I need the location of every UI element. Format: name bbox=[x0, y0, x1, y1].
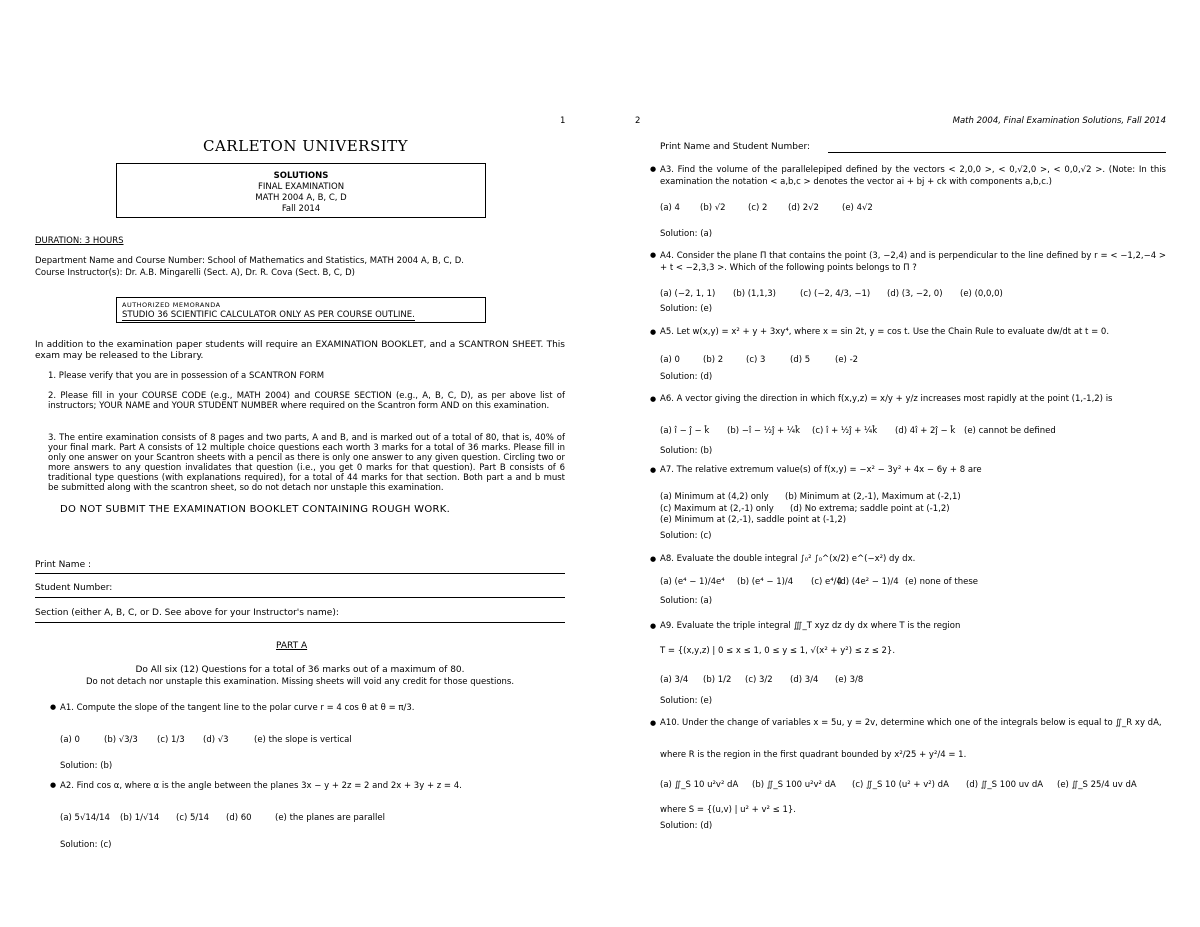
a1-choice-b: (b) √3/3 bbox=[104, 735, 138, 745]
a4-choice-a: (a) (−2, 1, 1) bbox=[660, 289, 716, 299]
a5-choice-b: (b) 2 bbox=[703, 355, 724, 365]
a8-choice-c: (c) e⁴/4 bbox=[811, 577, 842, 587]
title-line-3: MATH 2004 A, B, C, D bbox=[255, 193, 347, 203]
instruction-3-warning: DO NOT SUBMIT THE EXAMINATION BOOKLET CONTAINING ROUGH WORK. bbox=[60, 504, 451, 515]
a6-solution: Solution: (b) bbox=[660, 446, 713, 456]
bullet-icon: ● bbox=[650, 395, 657, 403]
a5-solution: Solution: (d) bbox=[660, 372, 713, 382]
a5-choice-c: (c) 3 bbox=[746, 355, 766, 365]
a9-choice-d: (d) 3/4 bbox=[790, 675, 819, 685]
bullet-icon: ● bbox=[650, 719, 657, 727]
a1-choice-a: (a) 0 bbox=[60, 735, 80, 745]
a9-choice-a: (a) 3/4 bbox=[660, 675, 689, 685]
student-number-label: Student Number: bbox=[35, 583, 113, 593]
a1-solution: Solution: (b) bbox=[60, 761, 113, 771]
question-a7: A7. The relative extremum value(s) of f(x,y) = −x² − 3y² + 4x − 6y + 8 are bbox=[660, 465, 982, 475]
a10-choice-b: (b) ∬_S 100 u²v² dA bbox=[752, 780, 836, 790]
title-line-2: FINAL EXAMINATION bbox=[257, 182, 345, 192]
title-box bbox=[116, 163, 486, 218]
a9-solution: Solution: (e) bbox=[660, 696, 713, 706]
instruction-1: 1. Please verify that you are in possession of a SCANTRON FORM bbox=[48, 371, 325, 381]
a6-choice-d: (d) 4î + 2ĵ − k̂ bbox=[895, 426, 956, 436]
question-a1: A1. Compute the slope of the tangent line to the polar curve r = 4 cos θ at θ = π/3. bbox=[60, 703, 415, 713]
print-name-line[interactable] bbox=[828, 152, 1166, 153]
bullet-icon: ● bbox=[50, 703, 57, 711]
bullet-icon: ● bbox=[650, 328, 657, 336]
print-name-label: Print Name and Student Number: bbox=[660, 142, 811, 152]
bullet-icon: ● bbox=[650, 251, 657, 259]
a4-choice-e: (e) (0,0,0) bbox=[960, 289, 1003, 299]
a4-choice-c: (c) (−2, 4/3, −1) bbox=[800, 289, 871, 299]
part-a-intro-2: Do not detach nor unstaple this examination. Missing sheets will void any credit for those questions. bbox=[85, 677, 515, 687]
memoranda-title: AUTHORIZED MEMORANDA bbox=[122, 301, 221, 309]
a2-choice-b: (b) 1/√14 bbox=[120, 813, 160, 823]
a8-choice-a: (a) (e⁴ − 1)/4e⁴ bbox=[660, 577, 725, 587]
a10-s-region: where S = {(u,v) | u² + v² ≤ 1}. bbox=[660, 805, 796, 815]
question-a2: A2. Find cos α, where α is the angle between the planes 3x − y + 2z = 2 and 2x + 3y + z = 4. bbox=[60, 781, 462, 791]
page-number: 2 bbox=[635, 116, 641, 126]
instruction-3: 3. The entire examination consists of 8 pages and two parts, A and B, and is marked out of a total of 80, that is, 40% of your final mark. Part A consists of 12 multiple choice questions each worth 3 marks for a total of 36 marks. Please fill in only one answer on your Scantron sheets with a pencil as there is only one answer to any given question. Circling two or more answers to any question invalidates that question (i.e., you get 0 marks for that question). Part B consists of 6 traditional type questions (with explanations required), for a total of 44 marks for that section. Both part a and b must be submitted along with the scantron sheet, so do not detach nor unstaple this examination. bbox=[48, 433, 565, 493]
a6-choice-b: (b) −î − ½ĵ + ¼k̂ bbox=[727, 426, 801, 436]
title-line-4: Fall 2014 bbox=[281, 204, 321, 214]
question-a10: A10. Under the change of variables x = 5u, y = 2v, determine which one of the integrals below is equal to ∬_R xy dA, bbox=[660, 718, 1162, 728]
a2-solution: Solution: (c) bbox=[60, 840, 112, 850]
question-a9: A9. Evaluate the triple integral ∭_T xyz dz dy dx where T is the region bbox=[660, 621, 961, 631]
section-label: Section (either A, B, C, or D. See above for your Instructor's name): bbox=[35, 608, 339, 618]
university-title: CARLETON UNIVERSITY bbox=[203, 137, 409, 155]
a3-choice-a: (a) 4 bbox=[660, 203, 680, 213]
department: Department Name and Course Number: School of Mathematics and Statistics, MATH 2004 A, B, C, D. bbox=[35, 256, 464, 266]
a1-choice-c: (c) 1/3 bbox=[157, 735, 185, 745]
a5-choice-d: (d) 5 bbox=[790, 355, 811, 365]
a8-choice-d: (d) (4e² − 1)/4 bbox=[837, 577, 899, 587]
a10-choice-a: (a) ∬_S 10 u²v² dA bbox=[660, 780, 739, 790]
a5-choice-e: (e) -2 bbox=[835, 355, 859, 365]
a9-choice-b: (b) 1/2 bbox=[703, 675, 732, 685]
a6-choice-e: (e) cannot be defined bbox=[964, 426, 1056, 436]
a6-choice-c: (c) î + ½ĵ + ¼k̂ bbox=[812, 426, 878, 436]
running-header: Math 2004, Final Examination Solutions, Fall 2014 bbox=[952, 116, 1166, 126]
a7-choice-a: (a) Minimum at (4,2) only bbox=[660, 492, 769, 502]
bullet-icon: ● bbox=[50, 781, 57, 789]
bullet-icon: ● bbox=[650, 622, 657, 630]
a1-choice-d: (d) √3 bbox=[203, 735, 229, 745]
a4-choice-d: (d) (3, −2, 0) bbox=[887, 289, 943, 299]
a3-choice-c: (c) 2 bbox=[748, 203, 768, 213]
page-number: 1 bbox=[560, 116, 566, 126]
duration: DURATION: 3 HOURS bbox=[35, 236, 124, 246]
instruction-2: 2. Please fill in your COURSE CODE (e.g., MATH 2004) and COURSE SECTION (e.g., A, B, C, D), as per above list of instructors; YOUR NAME and YOUR STUDENT NUMBER where required on the Scantron form AND on this examination. bbox=[48, 391, 565, 411]
a2-choice-a: (a) 5√14/14 bbox=[60, 813, 110, 823]
a3-choice-e: (e) 4√2 bbox=[842, 203, 873, 213]
a4-solution: Solution: (e) bbox=[660, 304, 713, 314]
a2-choice-e: (e) the planes are parallel bbox=[275, 813, 385, 823]
a8-choice-b: (b) (e⁴ − 1)/4 bbox=[737, 577, 794, 587]
a3-choice-b: (b) √2 bbox=[700, 203, 726, 213]
part-a-intro-1: Do All six (12) Questions for a total of 36 marks out of a maximum of 80. bbox=[135, 665, 465, 675]
a8-solution: Solution: (a) bbox=[660, 596, 713, 606]
question-a3: A3. Find the volume of the parallelepiped defined by the vectors < 2,0,0 >, < 0,√2,0 >, < 0,0,√2 >. (Note: In this examination the notation < a,b,c > denotes the vector ai + bj + ck with components a,b,c.) bbox=[660, 165, 1166, 187]
question-a6: A6. A vector giving the direction in which f(x,y,z) = x/y + y/z increases most rapidly at the point (1,-1,2) is bbox=[660, 394, 1113, 404]
part-a-heading: PART A bbox=[276, 641, 308, 651]
a4-choice-b: (b) (1,1,3) bbox=[733, 289, 776, 299]
a6-choice-a: (a) î − ĵ − k̂ bbox=[660, 426, 710, 436]
question-a5: A5. Let w(x,y) = x² + y + 3xy⁴, where x = sin 2t, y = cos t. Use the Chain Rule to evaluate dw/dt at t = 0. bbox=[660, 327, 1110, 337]
memoranda-box bbox=[116, 297, 486, 323]
a7-choice-c: (c) Maximum at (2,-1) only bbox=[660, 504, 774, 514]
memoranda-text: STUDIO 36 SCIENTIFIC CALCULATOR ONLY AS PER COURSE OUTLINE. bbox=[122, 310, 415, 320]
a1-choice-e: (e) the slope is vertical bbox=[254, 735, 352, 745]
a9-region: T = {(x,y,z) | 0 ≤ x ≤ 1, 0 ≤ y ≤ 1, √(x² + y²) ≤ z ≤ 2}. bbox=[660, 646, 896, 656]
print-name-label: Print Name : bbox=[35, 560, 92, 570]
a9-choice-c: (c) 3/2 bbox=[745, 675, 773, 685]
a10-choice-c: (c) ∬_S 10 (u² + v²) dA bbox=[852, 780, 949, 790]
a7-choice-d: (d) No extrema; saddle point at (-1,2) bbox=[790, 504, 950, 514]
print-name-line[interactable] bbox=[35, 573, 565, 574]
a5-choice-a: (a) 0 bbox=[660, 355, 680, 365]
student-number-line[interactable] bbox=[35, 597, 565, 598]
a10-choice-d: (d) ∬_S 100 uv dA bbox=[966, 780, 1044, 790]
a10-solution: Solution: (d) bbox=[660, 821, 713, 831]
instructors: Course Instructor(s): Dr. A.B. Mingarelli (Sect. A), Dr. R. Cova (Sect. B, C, D) bbox=[35, 268, 355, 278]
a9-choice-e: (e) 3/8 bbox=[835, 675, 864, 685]
a3-choice-d: (d) 2√2 bbox=[788, 203, 819, 213]
intro-paragraph: In addition to the examination paper students will require an EXAMINATION BOOKLET, and a SCANTRON SHEET. This exam may be released to the Library. bbox=[35, 340, 565, 361]
bullet-icon: ● bbox=[650, 555, 657, 563]
a10-region: where R is the region in the first quadrant bounded by x²/25 + y²/4 = 1. bbox=[660, 750, 967, 760]
a2-choice-d: (d) 60 bbox=[226, 813, 252, 823]
a7-choice-b: (b) Minimum at (2,-1), Maximum at (-2,1) bbox=[785, 492, 961, 502]
question-a8: A8. Evaluate the double integral ∫₀² ∫₀^(x/2) e^(−x²) dy dx. bbox=[660, 554, 916, 564]
question-a4: A4. Consider the plane Π that contains the point (3, −2,4) and is perpendicular to the line defined by r = < −1,2,−4 > + t < −2,3,3 >. Which of the following points belongs to Π ? bbox=[660, 251, 1166, 273]
section-line[interactable] bbox=[35, 622, 565, 623]
a8-choice-e: (e) none of these bbox=[905, 577, 978, 587]
a10-choice-e: (e) ∬_S 25/4 uv dA bbox=[1057, 780, 1137, 790]
a3-solution: Solution: (a) bbox=[660, 229, 713, 239]
title-line-1: SOLUTIONS bbox=[273, 171, 329, 181]
a7-choice-e: (e) Minimum at (2,-1), saddle point at (-1,2) bbox=[660, 515, 847, 525]
a2-choice-c: (c) 5/14 bbox=[176, 813, 210, 823]
a7-solution: Solution: (c) bbox=[660, 531, 712, 541]
bullet-icon: ● bbox=[650, 466, 657, 474]
bullet-icon: ● bbox=[650, 165, 657, 173]
